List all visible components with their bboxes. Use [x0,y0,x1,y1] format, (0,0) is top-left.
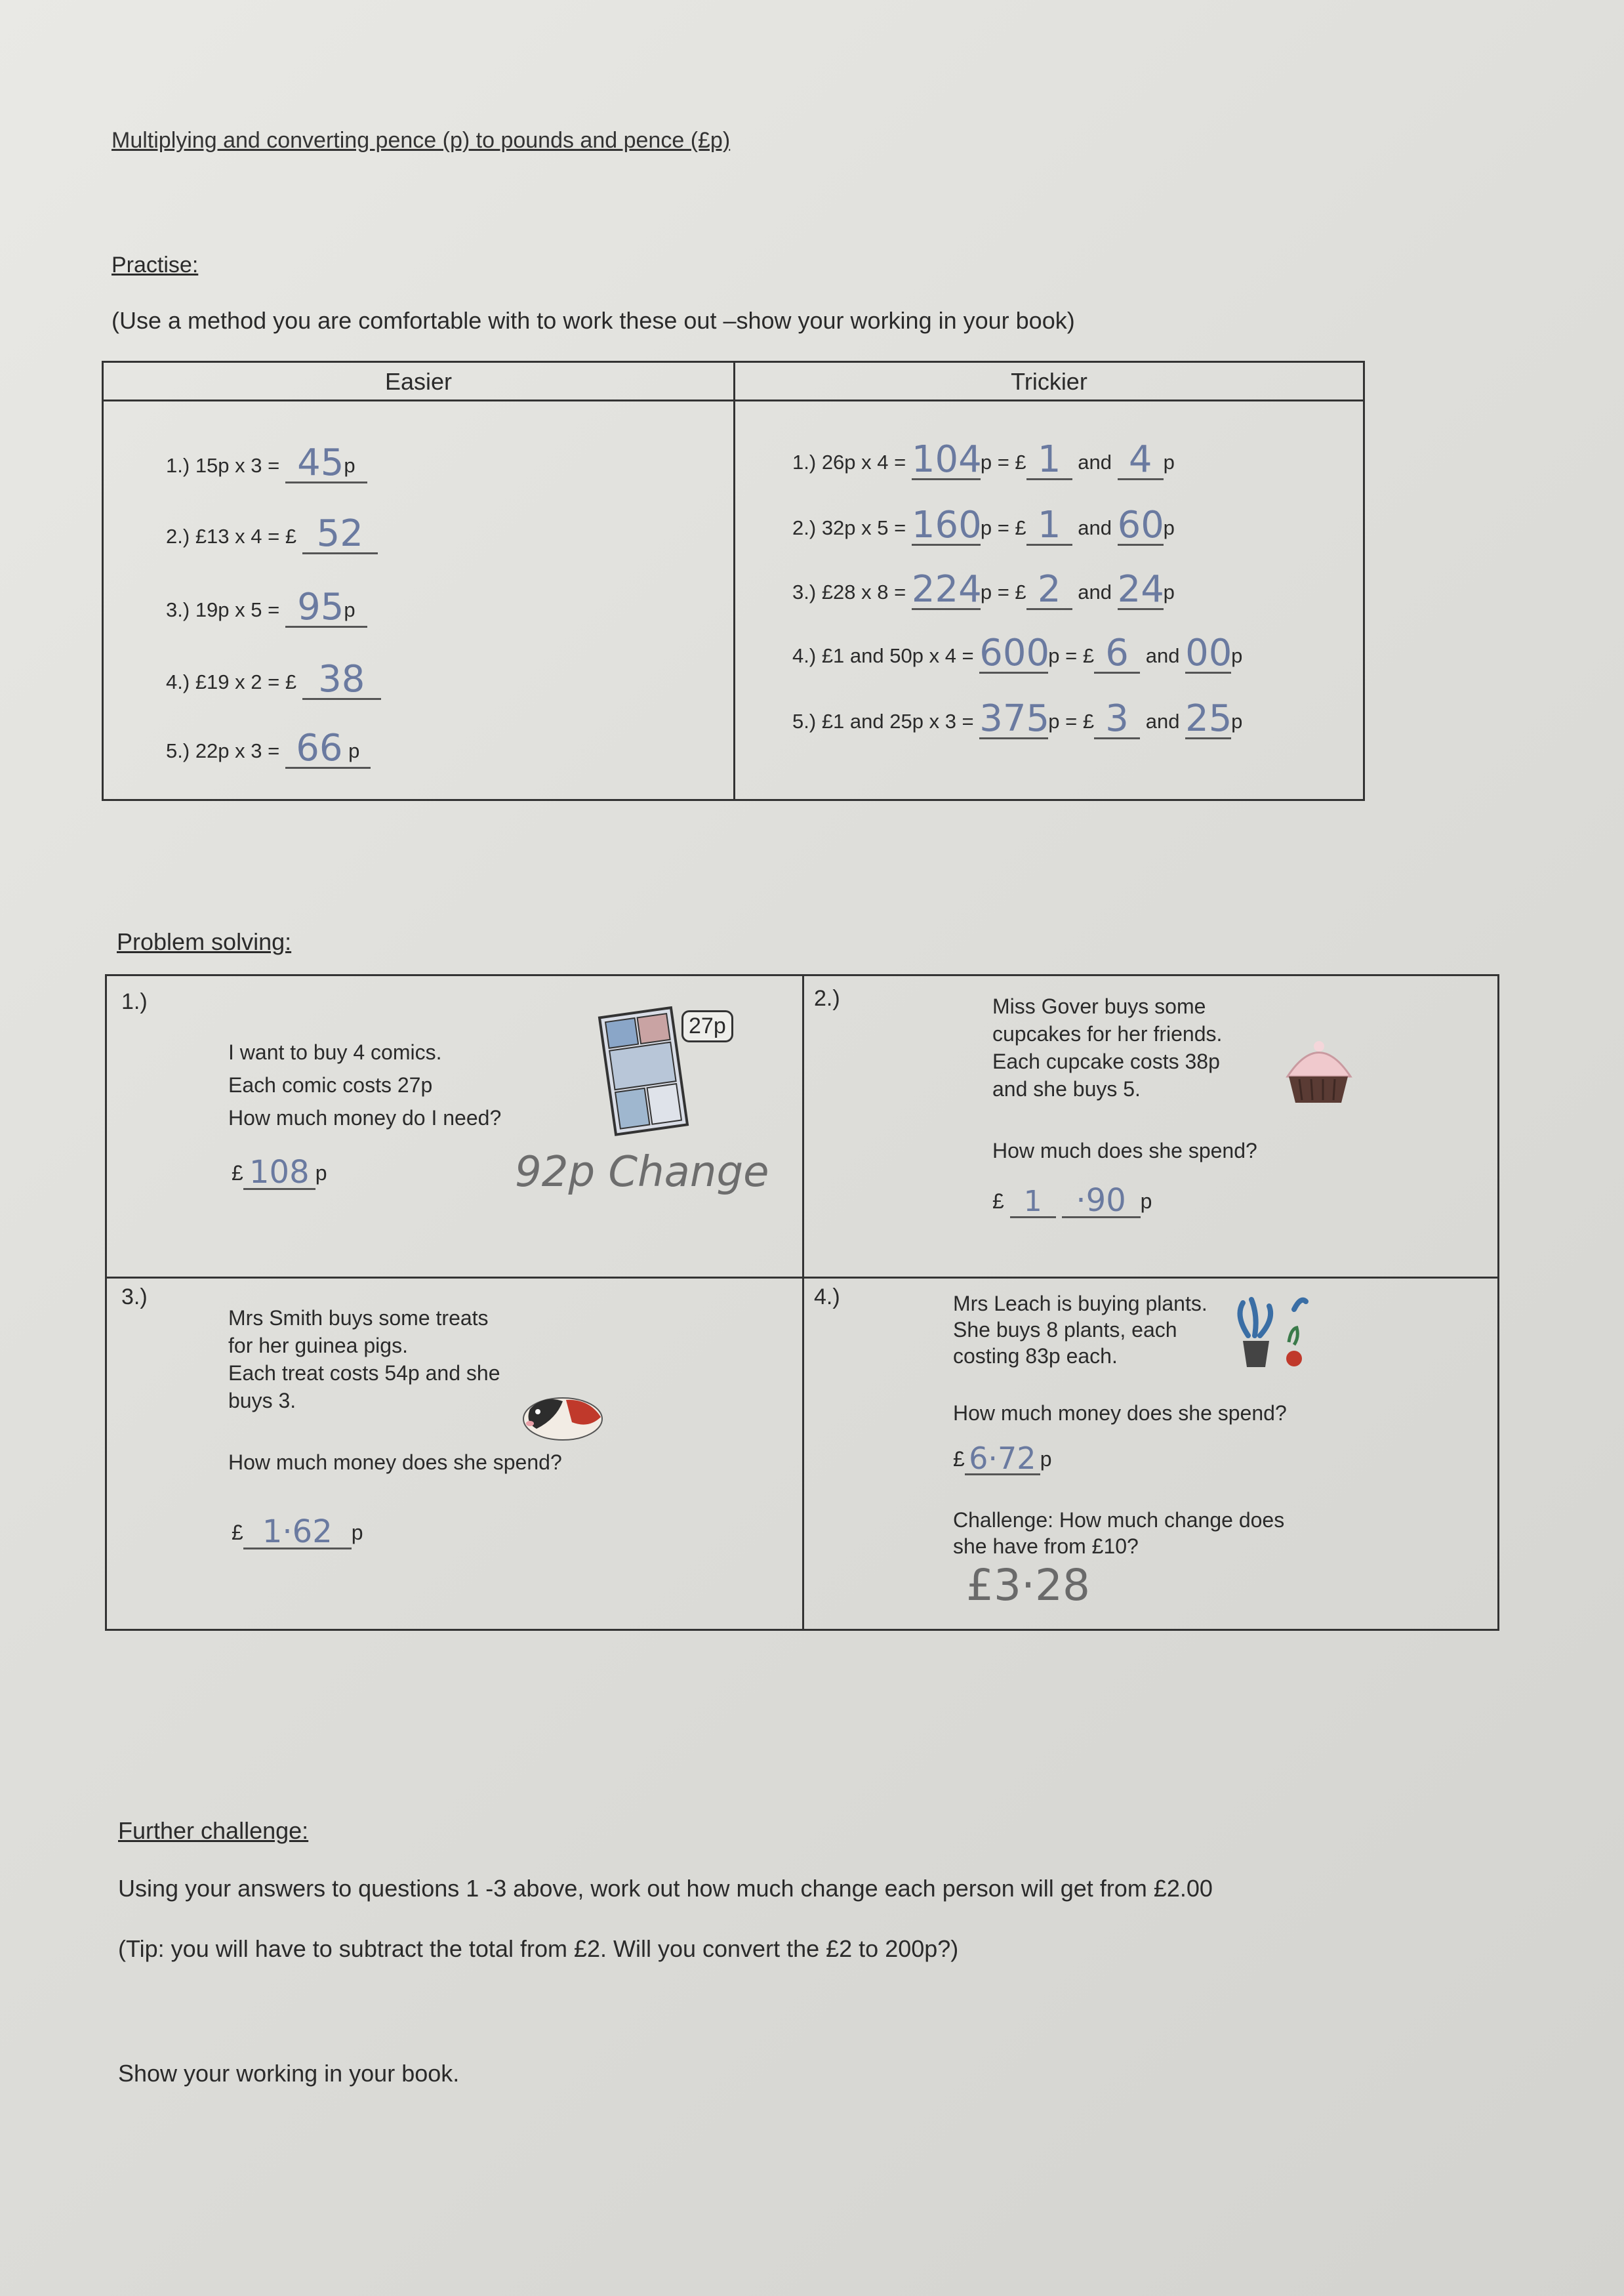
price-tag-text: 27p [689,1014,726,1038]
handwritten-answer: 45 [297,441,344,484]
handwritten-remainder: 4 [1128,438,1152,481]
problem-4-line-2: She buys 8 plants, each [953,1318,1177,1342]
answer-blank: 95p [285,589,367,628]
problem-4-line-3: costing 83p each. [953,1344,1118,1368]
further-challenge-tip: (Tip: you will have to subtract the total from £2. Will you convert the £2 to 200p?) [118,1935,959,1962]
answer-blank [302,658,381,701]
handwritten-pounds: 3 [1105,697,1129,740]
problem-4-challenge-line-1: Challenge: How much change does [953,1508,1285,1532]
answer-blank: 66 p [285,730,371,769]
trickier-header: Trickier [1011,368,1087,395]
problem-3-question: How much money does she spend? [228,1450,562,1474]
problem-1-change-note: 92p Change [515,1148,769,1197]
handwritten-pence: 600 [979,632,1050,674]
price-tag [681,1010,733,1042]
problem-2-line-3: Each cupcake costs 38p [992,1050,1220,1073]
problem-1-line-1: I want to buy 4 comics. [228,1040,442,1064]
trickier-question-1: 1.) 26p x 4 = 104p = £ 1 and 4 p [792,438,1175,481]
handwritten-answer: 52 [316,512,363,555]
handwritten-remainder: 60 [1117,504,1164,546]
problem-3-line-1: Mrs Smith buys some treats [228,1306,489,1330]
handwritten-pounds: 1 [1023,1185,1042,1218]
problem-2-question: How much does she spend? [992,1139,1257,1162]
plants-image [1228,1290,1314,1375]
handwritten-pence: 224 [911,568,982,611]
problem-4-challenge-line-2: she have from £10? [953,1534,1139,1558]
problem-1-number: 1.) [121,989,148,1014]
handwritten-pounds: 1 [1037,438,1061,481]
trickier-question-5: 5.) £1 and 25p x 3 = 375p = £ 3 and 25p [792,697,1243,740]
further-challenge-line-1: Using your answers to questions 1 -3 above, work out how much change each person will get from £2.00 [118,1875,1213,1902]
problem-3-line-3: Each treat costs 54p and she [228,1361,500,1385]
problem-1-line-3: How much money do I need? [228,1106,502,1130]
practise-instruction: (Use a method you are comfortable with to work these out –show your working in your book) [112,307,1075,334]
practise-heading: Practise: [112,253,199,277]
handwritten-answer: 6·72 [969,1441,1036,1476]
handwritten-remainder: 25 [1185,697,1232,740]
problem-1-line-2: Each comic costs 27p [228,1073,433,1097]
handwritten-answer: 108 [249,1154,310,1191]
handwritten-pounds: 1 [1037,504,1061,546]
further-challenge-working: Show your working in your book. [118,2060,460,2087]
problem-4-answer: £ 6·72 p [953,1441,1052,1476]
problem-3-line-2: for her guinea pigs. [228,1334,408,1357]
handwritten-pence: 104 [911,438,982,481]
trickier-question-3: 3.) £28 x 8 = 224p = £ 2 and 24p [792,568,1175,611]
easier-header: Easier [384,368,453,395]
problem-4-question: How much money does she spend? [953,1401,1287,1425]
problem-4-line-1: Mrs Leach is buying plants. [953,1292,1208,1315]
problem-column-divider [802,976,804,1629]
problem-1-answer: £ 108 p [232,1154,327,1191]
problem-2-number: 2.) [814,986,840,1011]
trickier-question-4: 4.) £1 and 50p x 4 = 600p = £ 6 and 00p [792,632,1243,674]
handwritten-pence: 160 [911,504,982,546]
trickier-question-2: 2.) 32p x 5 = 160p = £ 1 and 60p [792,504,1175,546]
handwritten-pence: ·90 [1076,1182,1126,1219]
easier-question-4: 4.) £19 x 2 = £ 38 [166,661,381,700]
handwritten-answer: 38 [318,658,365,701]
problem-2-line-4: and she buys 5. [992,1077,1141,1101]
handwritten-remainder: 00 [1185,632,1232,674]
easier-question-2: 2.) £13 x 4 = £ 52 [166,516,378,554]
handwritten-remainder: 24 [1117,568,1164,611]
answer-blank: 45p [285,445,367,483]
problem-2-line-2: cupcakes for her friends. [992,1022,1223,1046]
cupcake-image [1280,1032,1358,1111]
guinea-pig-image [517,1389,605,1445]
easier-question-5: 5.) 22p x 3 = 66 p [166,730,371,769]
problem-3-answer: £ 1·62 p [232,1513,363,1550]
problem-solving-table [105,974,1499,1631]
page-title: Multiplying and converting pence (p) to pounds and pence (£p) [112,128,731,153]
comic-book-image [596,1006,691,1137]
handwritten-answer: 1·62 [262,1513,333,1550]
challenge-handwritten-answer: £3·28 [966,1560,1090,1610]
further-challenge-heading: Further challenge: [118,1817,309,1844]
problem-2-line-1: Miss Gover buys some [992,994,1206,1018]
handwritten-answer: 66 [296,727,343,769]
practise-table [102,361,1365,801]
handwritten-pence: 375 [979,697,1050,740]
problem-4-number: 4.) [814,1284,840,1309]
handwritten-pounds: 6 [1105,632,1129,674]
answer-blank [302,512,378,555]
problem-solving-heading: Problem solving: [117,928,292,955]
easier-question-3: 3.) 19p x 5 = 95p [166,589,367,628]
table-column-divider [733,363,735,799]
problem-2-answer: £ 1 ·90 p [992,1182,1152,1219]
problem-row-divider [107,1277,1497,1279]
handwritten-pounds: 2 [1037,568,1061,611]
problem-3-number: 3.) [121,1284,148,1309]
easier-question-1: 1.) 15p x 3 = 45p [166,445,367,483]
handwritten-answer: 95 [297,586,344,628]
problem-3-line-4: buys 3. [228,1389,296,1412]
